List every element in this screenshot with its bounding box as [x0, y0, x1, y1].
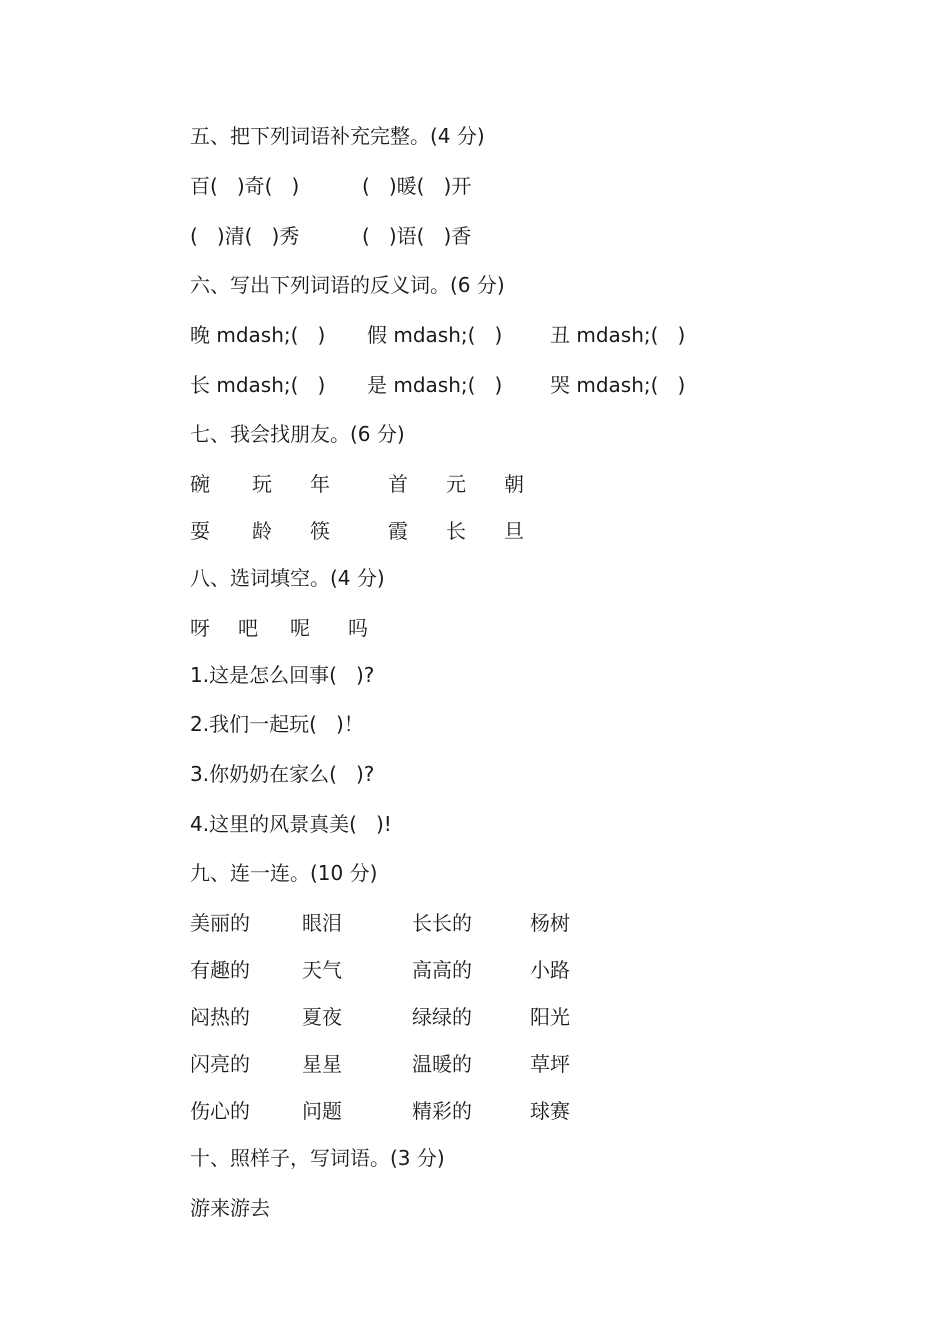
s9-word: 高高的 [412, 958, 472, 982]
s9-word: 眼泪 [302, 911, 342, 935]
s8-question-3: 3.你奶奶在家么( )? [190, 762, 375, 786]
s5-item-3: ( )清( )秀 [190, 224, 300, 248]
s9-word: 夏夜 [302, 1005, 342, 1029]
s5-item-2: ( )暖( )开 [362, 174, 472, 198]
s9-word: 有趣的 [190, 958, 250, 982]
s9-word: 星星 [302, 1052, 342, 1076]
section-9-heading: 九、连一连。(10 分) [190, 861, 378, 885]
s7-char: 筷 [310, 519, 330, 543]
s7-char: 碗 [190, 472, 210, 496]
section-7-heading: 七、我会找朋友。(6 分) [190, 422, 405, 446]
section-8-heading: 八、选词填空。(4 分) [190, 566, 385, 590]
s9-word: 精彩的 [412, 1099, 472, 1123]
s8-question-1: 1.这是怎么回事( )? [190, 663, 375, 687]
s9-word: 杨树 [530, 911, 570, 935]
s9-word: 问题 [302, 1099, 342, 1123]
s7-char: 霞 [388, 519, 408, 543]
s8-question-4: 4.这里的风景真美( )! [190, 812, 392, 836]
s5-item-1: 百( )奇( ) [190, 174, 300, 198]
s7-char: 耍 [190, 519, 210, 543]
s7-char: 龄 [252, 519, 272, 543]
s8-word: 吧 [238, 616, 258, 640]
s9-word: 小路 [530, 958, 570, 982]
s8-word: 吗 [348, 616, 368, 640]
section-5-heading: 五、把下列词语补充完整。(4 分) [190, 124, 485, 148]
s6-item-1: 晚 mdash;( ) [190, 323, 326, 347]
s9-word: 阳光 [530, 1005, 570, 1029]
s8-question-2: 2.我们一起玩( )！ [190, 712, 364, 736]
s9-word: 天气 [302, 958, 342, 982]
section-10-heading: 十、照样子，写词语。(3 分) [190, 1146, 445, 1170]
s6-item-2: 假 mdash;( ) [367, 323, 503, 347]
s6-item-5: 是 mdash;( ) [367, 373, 503, 397]
s9-word: 绿绿的 [412, 1005, 472, 1029]
s9-word: 草坪 [530, 1052, 570, 1076]
s6-item-4: 长 mdash;( ) [190, 373, 326, 397]
s7-char: 朝 [504, 472, 524, 496]
s7-char: 元 [446, 472, 466, 496]
s9-word: 长长的 [412, 911, 472, 935]
s7-char: 年 [310, 472, 330, 496]
s7-char: 旦 [504, 519, 524, 543]
s7-char: 首 [388, 472, 408, 496]
s5-item-4: ( )语( )香 [362, 224, 472, 248]
s9-word: 球赛 [530, 1099, 570, 1123]
section-6-heading: 六、写出下列词语的反义词。(6 分) [190, 273, 505, 297]
s9-word: 美丽的 [190, 911, 250, 935]
s6-item-6: 哭 mdash;( ) [550, 373, 686, 397]
s8-word: 呢 [290, 616, 310, 640]
s8-word: 呀 [190, 616, 210, 640]
s10-example: 游来游去 [190, 1196, 270, 1220]
s9-word: 温暖的 [412, 1052, 472, 1076]
s7-char: 长 [446, 519, 466, 543]
s9-word: 闷热的 [190, 1005, 250, 1029]
s9-word: 闪亮的 [190, 1052, 250, 1076]
s6-item-3: 丑 mdash;( ) [550, 323, 686, 347]
s7-char: 玩 [252, 472, 272, 496]
s9-word: 伤心的 [190, 1099, 250, 1123]
